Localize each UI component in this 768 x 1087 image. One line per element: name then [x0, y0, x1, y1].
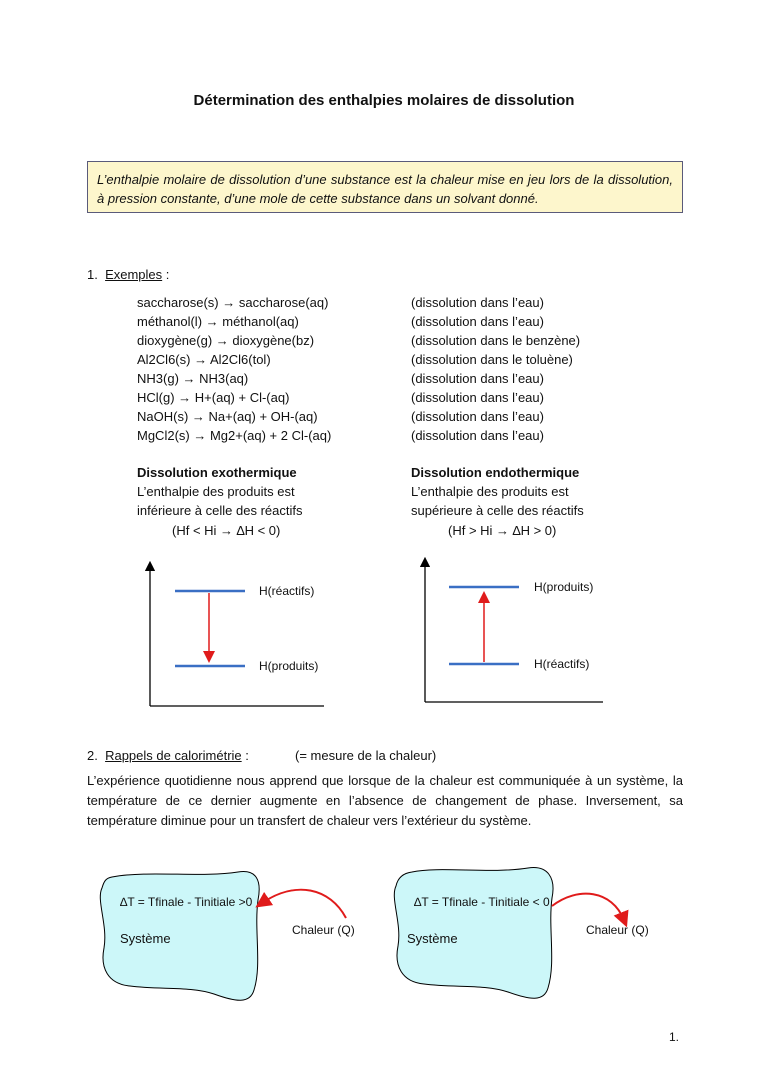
section-2-heading: [87, 748, 249, 763]
example-equation: dioxygène(g) → dioxygène(bz): [137, 333, 315, 348]
endo-bottom-label: H(réactifs): [534, 657, 590, 671]
section-2-number: 2.: [87, 748, 98, 763]
page-title: Détermination des enthalpies molaires de dissolution: [193, 92, 575, 109]
exo-heading: Dissolution exothermique: [137, 465, 297, 480]
endo-line-1: L’enthalpie des produits est: [411, 484, 569, 499]
section-2-suffix: :: [241, 748, 249, 763]
example-equation: HCl(g) → H+(aq) + Cl-(aq): [137, 390, 290, 405]
exo-relation: (Hf < Hi → ∆H < 0): [172, 523, 281, 538]
example-note: (dissolution dans le toluène): [411, 352, 573, 367]
example-note: (dissolution dans l’eau): [411, 371, 544, 386]
exo-line-1: L’enthalpie des produits est: [137, 484, 295, 499]
example-note: (dissolution dans l’eau): [411, 428, 544, 443]
system-left-label: Système: [120, 931, 171, 946]
endo-heading: Dissolution endothermique: [411, 465, 580, 480]
system-right-heat: Chaleur (Q): [586, 923, 649, 937]
endo-line-2: supérieure à celle des réactifs: [411, 503, 584, 518]
heat-out-arrow: [552, 894, 624, 920]
exo-line-2: inférieure à celle des réactifs: [137, 503, 303, 518]
definition-box: L’enthalpie molaire de dissolution d’une substance est la chaleur mise en jeu lors de la dissolution, à pression constante, d’une mole de cette substance dans un solvant donné.: [87, 161, 683, 213]
example-note: (dissolution dans l’eau): [411, 295, 544, 310]
example-equation: saccharose(s) → saccharose(aq): [137, 295, 329, 310]
page-number: 1.: [668, 1030, 679, 1044]
section-1-number: 1.: [87, 267, 98, 282]
example-equation: NaOH(s) → Na+(aq) + OH-(aq): [137, 409, 318, 424]
example-equation: Al2Cl6(s) → Al2Cl6(tol): [137, 352, 271, 367]
example-note: (dissolution dans l’eau): [411, 314, 544, 329]
section-1-suffix: :: [162, 267, 170, 282]
example-equation: MgCl2(s) → Mg2+(aq) + 2 Cl-(aq): [137, 428, 332, 443]
section-2-note: (= mesure de la chaleur): [295, 748, 437, 763]
endo-top-label: H(produits): [534, 580, 594, 594]
example-note: (dissolution dans l’eau): [411, 409, 544, 424]
section-2-label: Rappels de calorimétrie: [105, 748, 242, 763]
system-left-heat: Chaleur (Q): [292, 923, 355, 937]
example-equation: NH3(g) → NH3(aq): [137, 371, 249, 386]
example-note: (dissolution dans l’eau): [411, 390, 544, 405]
exo-bottom-label: H(produits): [259, 659, 319, 673]
calorimetry-paragraph: L’expérience quotidienne nous apprend que lorsque de la chaleur est communiquée à un système, la température de ce dernier augmente en l’absence de changement de phase. Inversement, sa température diminue pour un transfert de chaleur vers l’extérieur du système.: [87, 773, 683, 828]
system-right-label: Système: [407, 931, 458, 946]
system-right-formula: ∆T = Tfinale - Tinitiale < 0: [414, 895, 550, 909]
exo-top-label: H(réactifs): [259, 584, 315, 598]
endo-relation: (Hf > Hi → ∆H > 0): [448, 523, 557, 538]
example-note: (dissolution dans le benzène): [411, 333, 581, 348]
heat-in-arrow: [262, 890, 346, 918]
example-equation: méthanol(l) → méthanol(aq): [137, 314, 299, 329]
system-left-formula: ∆T = Tfinale - Tinitiale >0: [120, 895, 253, 909]
section-1-label: Exemples: [105, 267, 163, 282]
